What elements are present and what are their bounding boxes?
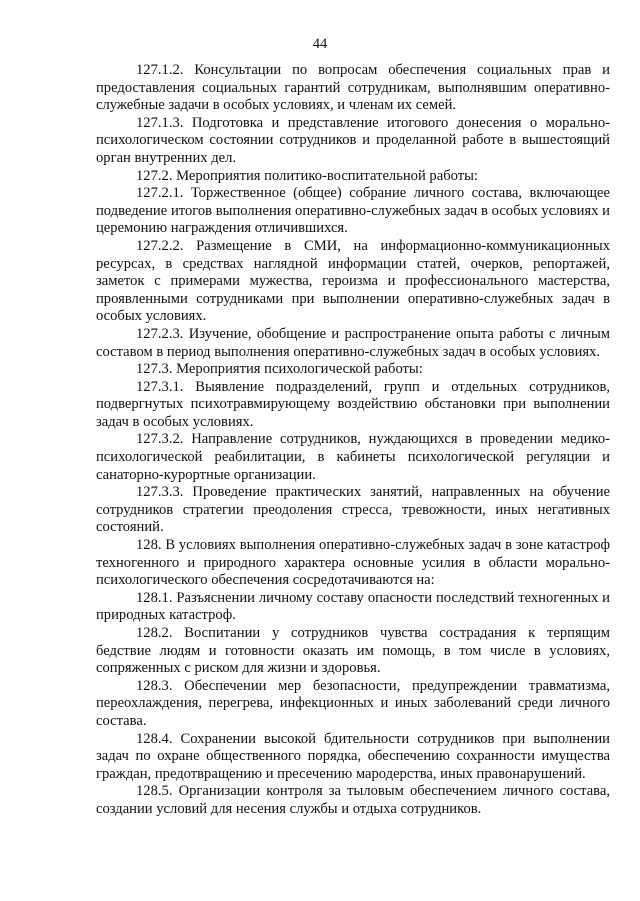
paragraph-127-1-2: 127.1.2. Консультации по вопросам обеспечения социальных прав и предоставления социальных гарантий сотрудникам, выполнявшим оперативно-служебные задачи в особых условиях, и членам их семей. <box>96 62 610 114</box>
paragraph-128: 128. В условиях выполнения оперативно-служебных задач в зоне катастроф техногенного и природного характера основные усилия в области морально-психологического обеспечения сосредотачиваются на: <box>96 537 610 589</box>
paragraph-128-2: 128.2. Воспитании у сотрудников чувства сострадания к терпящим бедствие людям и готовности оказать им помощь, в том числе в условиях, сопряженных с риском для жизни и здоровья. <box>96 625 610 677</box>
paragraph-127-2-2: 127.2.2. Размещение в СМИ, на информационно-коммуникационных ресурсах, в средствах наглядной информации статей, очерков, репортажей, заметок с примерами мужества, героизма и профессионального мастерства, проявленными сотрудниками при выполнении оперативно-служебных задач в особых условиях. <box>96 237 610 325</box>
paragraph-127-1-3: 127.1.3. Подготовка и представление итогового донесения о морально-психологическом состоянии сотрудников и проделанной работе в вышестоящий орган внутренних дел. <box>96 114 610 166</box>
document-body <box>96 62 610 819</box>
paragraph-128-5: 128.5. Организации контроля за тыловым обеспечением личного состава, создании условий для несения службы и отдыха сотрудников. <box>96 783 610 817</box>
paragraph-127-2: 127.2. Мероприятия политико-воспитательной работы: <box>136 167 478 184</box>
paragraph-127-3-2: 127.3.2. Направление сотрудников, нуждающихся в проведении медико-психологической реабилитации, в кабинеты психологической регуляции и санаторно-курортные организации. <box>96 431 610 483</box>
page-number: 44 <box>312 36 328 52</box>
paragraph-127-2-3: 127.2.3. Изучение, обобщение и распространение опыта работы с личным составом в период выполнения оперативно-служебных задач в особых условиях. <box>96 325 610 360</box>
paragraph-127-2-1: 127.2.1. Торжественное (общее) собрание личного состава, включающее подведение итогов выполнения оперативно-служебных задач в особых условиях и церемонию награждения отличившихся. <box>96 185 610 237</box>
paragraph-127-3: 127.3. Мероприятия психологической работы: <box>136 361 423 378</box>
paragraph-128-3: 128.3. Обеспечении мер безопасности, предупреждении травматизма, переохлаждения, перегрева, инфекционных и иных заболеваний среди личного состава. <box>96 677 610 729</box>
paragraph-127-3-1: 127.3.1. Выявление подразделений, групп и отдельных сотрудников, подвергнутых психотравмирующему воздействию обстановки при выполнении задач в особых условиях. <box>96 378 610 430</box>
paragraph-128-4: 128.4. Сохранении высокой бдительности сотрудников при выполнении задач по охране общественного порядка, обеспечению сохранности имущества граждан, предотвращению и пресечению мародерства, иных правонарушений. <box>96 730 610 782</box>
paragraph-127-3-3: 127.3.3. Проведение практических занятий, направленных на обучение сотрудников стратегии преодоления стресса, тревожности, иных негативных состояний. <box>96 484 610 536</box>
paragraph-128-1: 128.1. Разъяснении личному составу опасности последствий техногенных и природных катастроф. <box>96 589 610 624</box>
